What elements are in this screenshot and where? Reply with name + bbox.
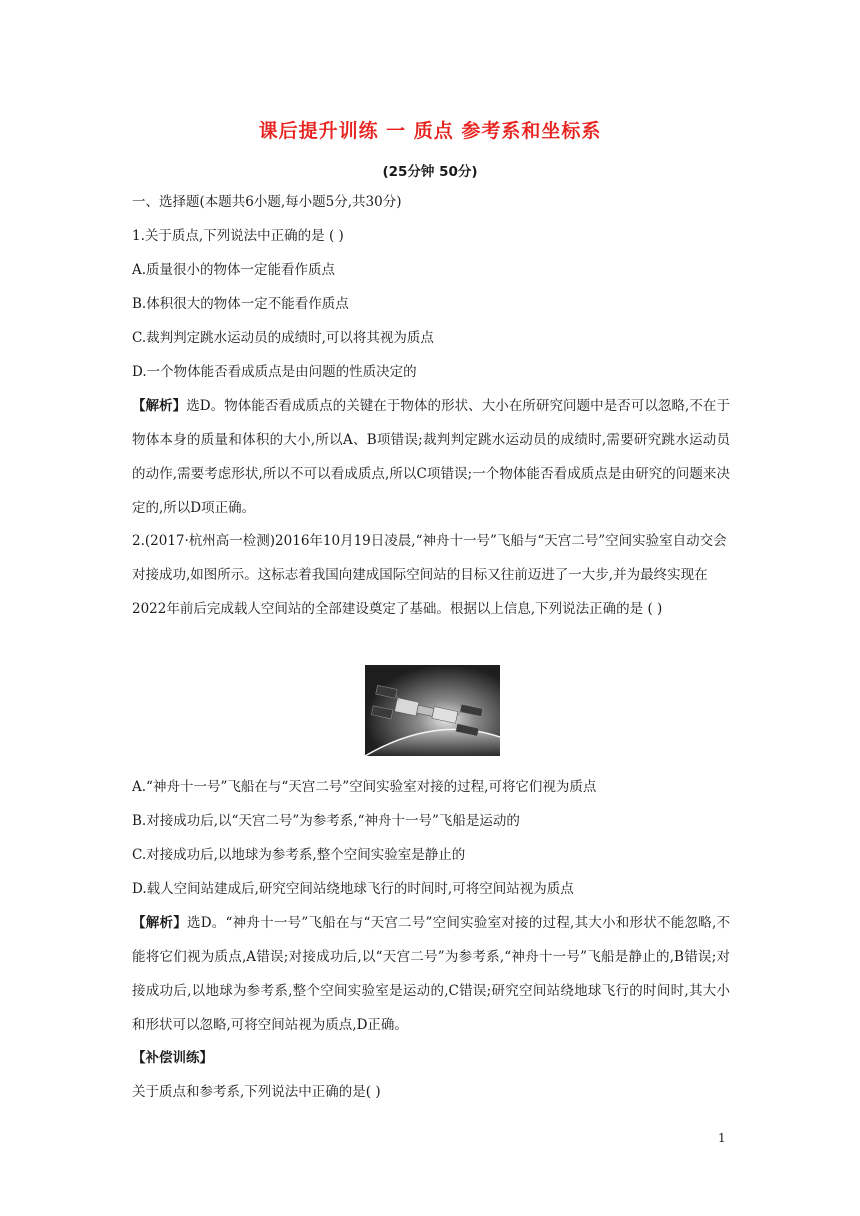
time-score-subtitle: (25分钟 50分)	[382, 164, 478, 180]
question-2-option-d: D.载人空间站建成后,研究空间站绕地球飞行的时间时,可将空间站视为质点	[132, 881, 574, 897]
supplement-heading: 【补偿训练】	[132, 1050, 213, 1066]
section-heading: 一、选择题(本题共6小题,每小题5分,共30分)	[132, 194, 402, 210]
spacecraft-docking-photo	[365, 665, 500, 756]
question-2-option-c: C.对接成功后,以地球为参考系,整个空间实验室是静止的	[132, 847, 466, 863]
question-2-option-b: B.对接成功后,以“天宫二号”为参考系,“神舟十一号”飞船是运动的	[132, 813, 520, 829]
question-1-analysis	[132, 389, 730, 525]
question-1-option-c: C.裁判判定跳水运动员的成绩时,可以将其视为质点	[132, 330, 434, 346]
analysis-text: 选D。“神舟十一号”飞船在与“天宫二号”空间实验室对接的过程,其大小和形状不能忽略,不能将它们视为质点,A错误;对接成功后,以“天宫二号”为参考系,“神舟十一号”飞船是静止的,B错误;对接成功后,以地球为参考系,整个空间实验室是运动的,C错误;研究空间站绕地球飞行的时间时,其大小和形状可以忽略,可将空间站视为质点,D正确。	[132, 915, 731, 1033]
page-title: 课后提升训练 一 质点 参考系和坐标系	[258, 120, 602, 142]
question-2-analysis	[132, 906, 730, 1042]
analysis-tag: 【解析】	[132, 398, 187, 414]
question-2-stem: 2.(2017·杭州高一检测)2016年10月19日凌晨,“神舟十一号”飞船与“天宫二号”空间实验室自动交会对接成功,如图所示。这标志着我国向建成国际空间站的目标又往前迈进了一大步,并为最终实现在2022年前后完成载人空间站的全部建设奠定了基础。根据以上信息,下列说法正确的是 ( )	[132, 533, 727, 617]
analysis-tag: 【解析】	[132, 915, 187, 931]
question-1-option-b: B.体积很大的物体一定不能看作质点	[132, 296, 349, 312]
supplement-question-stem: 关于质点和参考系,下列说法中正确的是( )	[132, 1084, 381, 1100]
question-1-stem: 1.关于质点,下列说法中正确的是 ( )	[132, 228, 344, 244]
question-1-option-a: A.质量很小的物体一定能看作质点	[132, 262, 336, 278]
page-number: 1	[718, 1131, 726, 1145]
question-1-option-d: D.一个物体能否看成质点是由问题的性质决定的	[132, 364, 417, 380]
analysis-text: 选D。物体能否看成质点的关键在于物体的形状、大小在所研究问题中是否可以忽略,不在于物体本身的质量和体积的大小,所以A、B项错误;裁判判定跳水运动员的成绩时,需要研究跳水运动员的动作,需要考虑形状,所以不可以看成质点,所以C项错误;一个物体能否看成质点是由研究的问题来决定的,所以D项正确。	[132, 398, 730, 516]
question-2-option-a: A.“神舟十一号”飞船在与“天宫二号”空间实验室对接的过程,可将它们视为质点	[132, 779, 597, 795]
